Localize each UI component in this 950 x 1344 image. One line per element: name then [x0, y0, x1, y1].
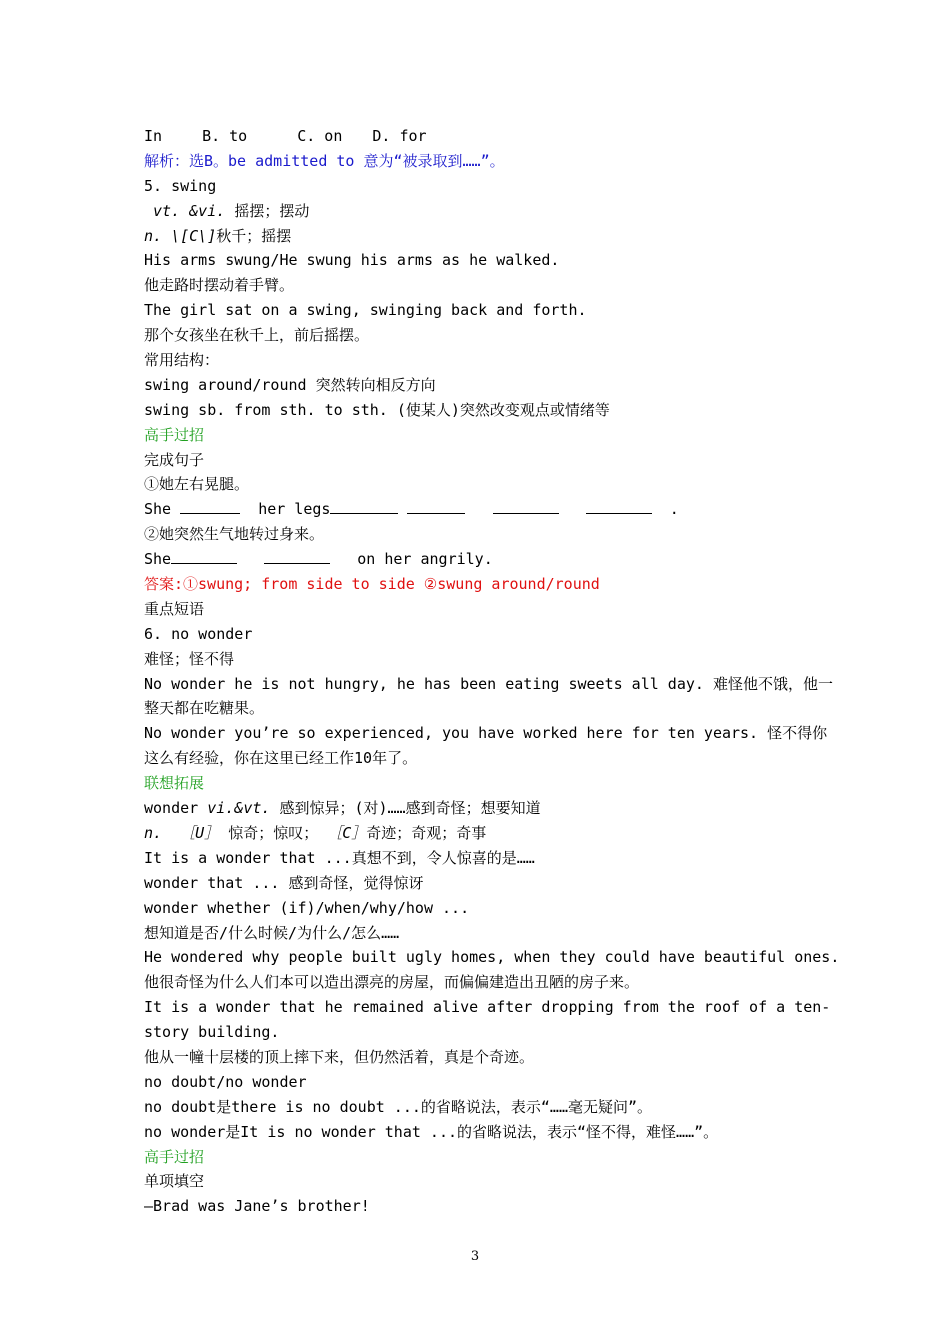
swing-verb-definition	[144, 199, 814, 224]
wonder-pos: vi.&vt.	[207, 799, 271, 818]
swing-structure-1: swing around/round 突然转向相反方向	[144, 375, 436, 394]
no-wonder-example-2-line-1: No wonder you’re so experienced, you have worked here for ten years. 怪不得你	[144, 724, 828, 743]
exercise-1-question-2-zh: ②她突然生气地转过身来。	[144, 525, 325, 544]
option-d: D. for	[372, 127, 427, 145]
swing-example-2-zh: 那个女孩坐在秋千上，前后摇摆。	[144, 326, 370, 345]
wonder-noun-u-meaning: 惊奇；惊叹；	[228, 823, 319, 842]
q2-start: She	[144, 550, 172, 569]
blank-7[interactable]	[264, 548, 330, 564]
blank-1[interactable]	[180, 498, 240, 514]
q1-mid: her legs	[258, 500, 331, 519]
wonder-word: wonder	[144, 799, 199, 818]
extension-line-3: wonder whether (if)/when/why/how ...	[144, 898, 470, 917]
swing-noun-definition	[144, 224, 814, 249]
no-wonder-example-2-line-2: 这么有经验，你在这里已经工作10年了。	[144, 749, 418, 768]
extension-line-2: wonder that ... 感到奇怪，觉得惊讶	[144, 873, 424, 892]
wonder-verb-definition	[144, 796, 814, 821]
document-body	[144, 124, 840, 1219]
wonder-noun-definition	[144, 821, 814, 846]
extension-line-12: no wonder是It is no wonder that ...的省略说法，表示“怪不得，难怪……”。	[144, 1122, 719, 1141]
blank-3[interactable]	[407, 498, 465, 514]
wonder-noun-c: ［C］	[327, 823, 367, 842]
wonder-noun-u: ［U］	[180, 823, 220, 842]
extension-line-11: no doubt是there is no doubt ...的省略说法，表示“……毫无疑问”。	[144, 1097, 653, 1116]
wonder-noun-pos: n.	[144, 823, 163, 842]
wonder-meaning: 感到惊异；(对)……感到奇怪；想要知道	[279, 799, 541, 818]
exercise-2-task: 单项填空	[144, 1172, 205, 1191]
blank-6[interactable]	[171, 548, 237, 564]
swing-example-1-zh: 他走路时摆动着手臂。	[144, 276, 295, 295]
swing-example-2-en: The girl sat on a swing, swinging back and forth.	[144, 301, 587, 320]
extension-line-4: 想知道是否/什么时候/为什么/怎么……	[144, 923, 400, 942]
phrases-heading: 重点短语	[144, 599, 205, 618]
extension-line-5: He wondered why people built ugly homes, when they could have beautiful ones.	[144, 948, 840, 967]
option-b: B. to	[202, 127, 248, 145]
extension-line-8: story building.	[144, 1023, 280, 1042]
q1-start: She	[144, 500, 172, 519]
extension-line-1: It is a wonder that ...真想不到，令人惊喜的是……	[144, 848, 535, 867]
exercise-1-answer: 答案:①swung; from side to side ②swung around/round	[144, 575, 600, 594]
verb-pos: vt. &vi.	[153, 201, 226, 220]
q1-end: .	[669, 500, 679, 519]
swing-structure-2: swing sb. from sth. to sth. (使某人)突然改变观点或情绪等	[144, 400, 610, 419]
noun-meaning: 秋千；摇摆	[216, 226, 292, 245]
no-wonder-meaning: 难怪；怪不得	[144, 649, 235, 668]
no-wonder-example-1-line-1: No wonder he is not hungry, he has been eating sweets all day. 难怪他不饿，他一	[144, 674, 833, 693]
blank-5[interactable]	[586, 498, 652, 514]
page-number: 3	[470, 1249, 480, 1264]
noun-mark: \[C\]	[171, 226, 217, 245]
exercise-1-question-1-blanks	[144, 497, 814, 522]
no-wonder-example-1-line-2: 整天都在吃糖果。	[144, 699, 265, 718]
swing-example-1-en: His arms swung/He swung his arms as he walked.	[144, 251, 560, 270]
extension-line-6: 他很奇怪为什么人们本可以造出漂亮的房屋，而偏偏建造出丑陋的房子来。	[144, 973, 640, 992]
extension-line-9: 他从一幢十层楼的顶上摔下来，但仍然活着，真是个奇迹。	[144, 1047, 535, 1066]
noun-pos: n.	[144, 226, 163, 245]
q4-analysis: 解析：选B。be admitted to 意为“被录取到……”。	[144, 151, 505, 170]
exercise-1-question-1-zh: ①她左右晃腿。	[144, 475, 250, 494]
exercise-1-question-2-blanks	[144, 547, 814, 572]
exercise-1-task: 完成句子	[144, 450, 205, 469]
option-a: In	[144, 127, 163, 145]
exercise-2-heading: 高手过招	[144, 1147, 205, 1166]
extension-line-7: It is a wonder that he remained alive after dropping from the roof of a ten-	[144, 998, 831, 1017]
blank-2[interactable]	[330, 498, 398, 514]
verb-meaning: 摇摆；摆动	[234, 201, 310, 220]
swing-structure-title: 常用结构：	[144, 351, 220, 370]
blank-4[interactable]	[493, 498, 559, 514]
option-c: C. on	[297, 127, 343, 145]
extension-line-10: no doubt/no wonder	[144, 1072, 307, 1091]
no-wonder-title: 6. no wonder	[144, 624, 253, 643]
extension-heading: 联想拓展	[144, 774, 205, 793]
exercise-1-heading: 高手过招	[144, 425, 205, 444]
wonder-noun-c-meaning: 奇迹；奇观；奇事	[366, 823, 487, 842]
q4-options	[144, 124, 814, 149]
q2-end: on her angrily.	[357, 550, 493, 569]
exercise-2-question: —Brad was Jane’s brother!	[144, 1197, 370, 1216]
swing-title: 5. swing	[144, 176, 217, 195]
